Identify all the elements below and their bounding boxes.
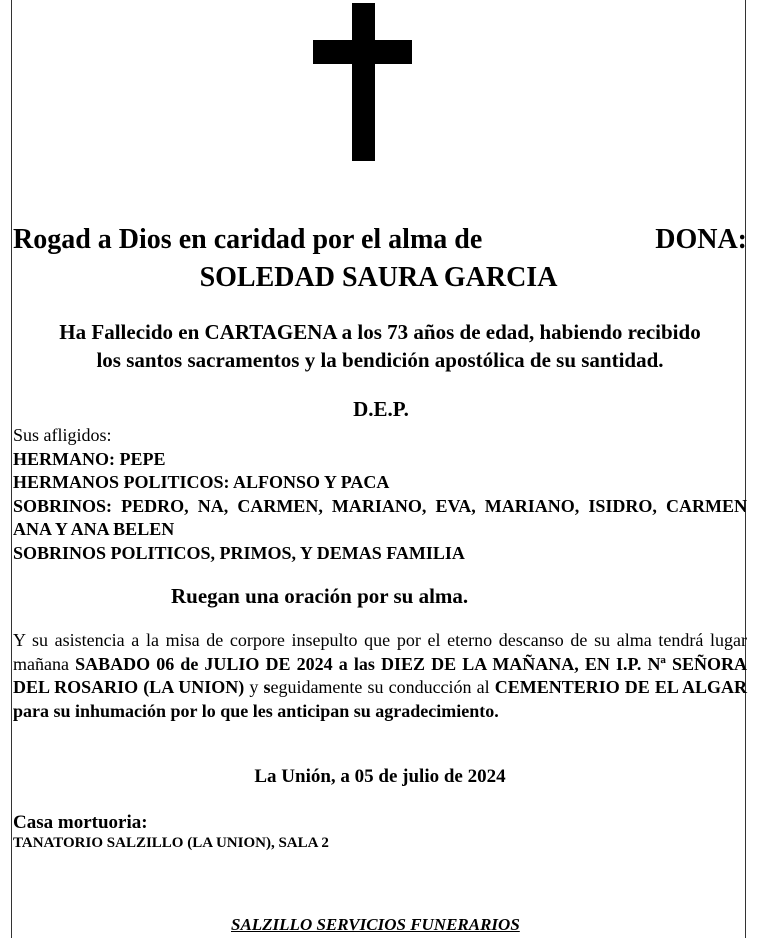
announcement [13, 318, 747, 374]
cross-icon [0, 0, 757, 170]
announcement-line-1: Ha Fallecido en CARTAGENA a los 73 años de edad, habiendo recibido [59, 320, 701, 344]
prayer-request: Ruegan una oración por su alma. [171, 584, 469, 608]
mass-bold-s: s [263, 677, 271, 697]
family-hermano [13, 448, 747, 472]
family-sobrinos-politicos [13, 542, 747, 566]
sobrinos-politicos-text: SOBRINOS POLITICOS, PRIMOS, Y DEMAS FAMILIA [13, 542, 465, 563]
title-row [13, 224, 747, 264]
mass-paragraph [13, 629, 747, 723]
hermanos-politicos-text: HERMANOS POLITICOS: ALFONSO Y PACA [13, 472, 390, 492]
family-intro: Sus afligidos: [13, 425, 112, 445]
mortuary-label: Casa mortuoria: [13, 812, 148, 833]
mass-text-1: Y su asistencia a la misa de corpore insepulto que por el eterno descanso de su alma tendrá lugar mañana [13, 630, 747, 674]
honorific: DONA: [655, 224, 747, 255]
hermano-label: HERMANO: [13, 448, 115, 469]
deceased-name: SOLEDAD SAURA GARCIA [199, 262, 558, 293]
mortuary-value: TANATORIO SALZILLO (LA UNION), SALA 2 [13, 835, 329, 851]
funeral-home-footer: SALZILLO SERVICIOS FUNERARIOS [231, 915, 520, 934]
date-line: La Unión, a 05 de julio de 2024 [254, 766, 506, 787]
family-sobrinos [13, 495, 747, 542]
dep-text: D.E.P. [353, 397, 409, 421]
mass-date-location: SABADO 06 de JULIO DE 2024 a las DIEZ DE LA MAÑANA, EN I.P. Nª SEÑORA DEL ROSARIO (LA UNION) [13, 653, 747, 697]
sobrinos-text: SOBRINOS: PEDRO, NA, CARMEN, MARIANO, EVA, MARIANO, ISIDRO, CARMEN ANA Y ANA BELEN [13, 495, 747, 539]
intro-text: Rogad a Dios en caridad por el alma de [13, 224, 483, 255]
family-hermanos-politicos [13, 471, 747, 495]
hermano-value: PEPE [119, 448, 166, 469]
mass-cemetery: CEMENTERIO DE EL ALGAR para su inhumación por lo que les anticipan su agradecimiento. [13, 677, 747, 721]
mass-text-2: y [244, 677, 264, 697]
announcement-line-2: los santos sacramentos y la bendición apostólica de su santidad. [96, 348, 664, 372]
family-list [13, 424, 747, 565]
mass-text-3: eguidamente su conducción al [270, 677, 495, 697]
